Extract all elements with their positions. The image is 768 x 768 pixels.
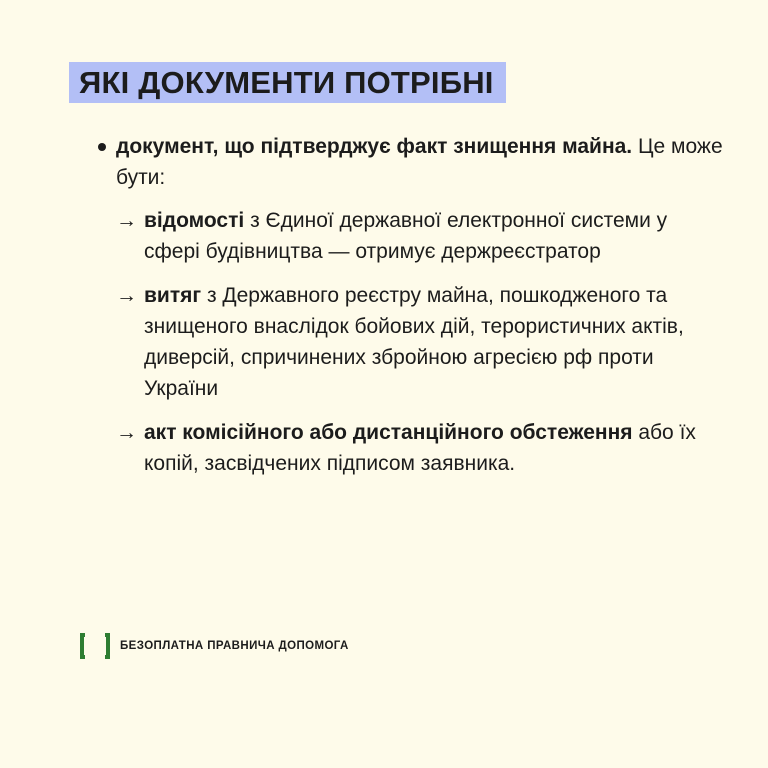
bullet-dot-icon bbox=[98, 143, 106, 151]
arrow-right-icon: → bbox=[116, 421, 137, 444]
sub-item-bold-text: акт комісійного або дистанційного обстеження bbox=[144, 421, 633, 444]
sub-item-text: з Державного реєстру майна, пошкодженого та знищеного внаслідок бойових дій, терористичних актів, диверсій, спричинених збройною агресією рф проти України bbox=[144, 284, 684, 400]
bullet-text: Це може бути: bbox=[116, 135, 723, 189]
sub-item-akt bbox=[116, 417, 724, 479]
organization-name: БЕЗОПЛАТНА ПРАВНИЧА ДОПОМОГА bbox=[120, 640, 349, 652]
brackets-logo-icon bbox=[80, 633, 110, 659]
sub-item-vytiah bbox=[116, 280, 724, 404]
sub-item-text: або їх копій, засвідчених підписом заявника. bbox=[144, 421, 696, 475]
right-bracket-icon bbox=[105, 633, 110, 659]
document-content bbox=[94, 131, 724, 479]
bullet-bold-text: документ, що підтверджує факт знищення майна. bbox=[116, 135, 633, 158]
left-bracket-icon bbox=[80, 633, 85, 659]
sub-item-vidomosti bbox=[116, 205, 724, 267]
arrow-right-icon: → bbox=[116, 284, 137, 307]
sub-item-text: з Єдиної державної електронної системи у сфері будівництва — отримує держреєстратор bbox=[144, 209, 668, 263]
sub-item-bold-text: витяг bbox=[144, 284, 202, 307]
bullet-item bbox=[94, 131, 724, 193]
footer bbox=[80, 633, 349, 659]
arrow-right-icon: → bbox=[116, 209, 137, 232]
page-title: ЯКІ ДОКУМЕНТИ ПОТРІБНІ bbox=[69, 62, 506, 103]
sub-item-bold-text: відомості bbox=[144, 209, 245, 232]
